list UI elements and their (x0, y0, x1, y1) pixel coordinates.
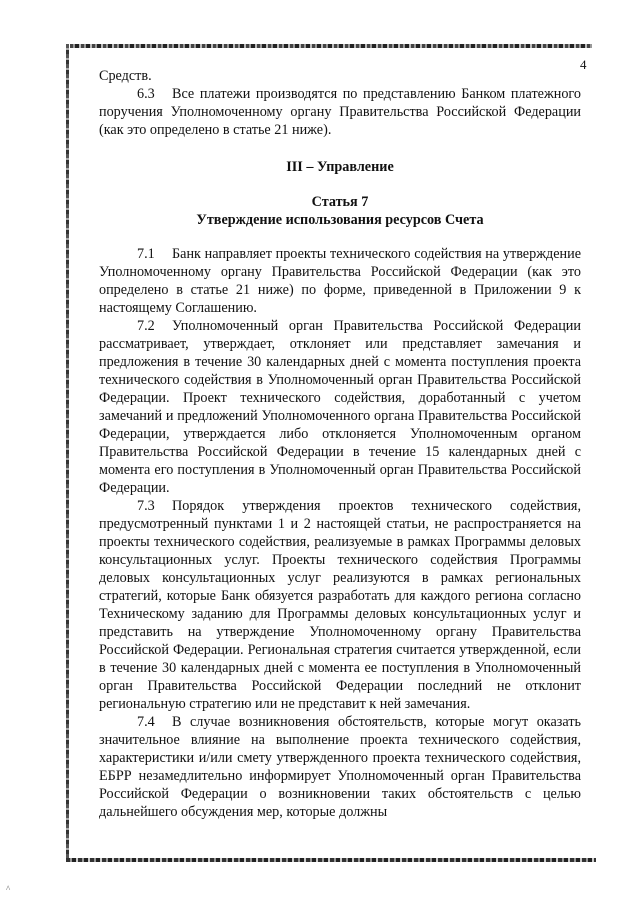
scan-border-left (66, 44, 69, 862)
paragraph-number: 6.3 (137, 86, 155, 102)
paragraph-text: Все платежи производятся по представлению Банком платежного поручения Уполномоченному органу Правительства Российской Федерации (как это определено в статье 21 ниже). (99, 86, 581, 138)
page-number: 4 (580, 57, 587, 72)
article-number: Статья 7 (311, 194, 369, 210)
paragraph-text: Банк направляет проекты технического содействия на утверждение Уполномоченному органу Правительства Российской Федерации (как это определено в статье 21 ниже) по форме, приведенной в Приложении 9 к настоящему Соглашению. (99, 246, 581, 316)
paragraph-number: 7.2 (137, 318, 155, 334)
paragraph-7-1 (99, 245, 581, 317)
paragraph-text: Уполномоченный орган Правительства Российской Федерации рассматривает, утверждает, отклоняет или представляет замечания и предложения в течение 30 календарных дней с момента поступления проекта технического содействия в Уполномоченный орган Правительства Российской Федерации. Проект технического содействия, доработанный с учетом замечаний и предложений Уполномоченного органа Правительства Российской Федерации, утверждается либо отклоняется Уполномоченным органом Правительства Российской Федерации в течение 15 календарных дней с момента его поступления в Уполномоченный орган Правительства Российской Федерации. (99, 318, 581, 496)
paragraph-number: 7.3 (137, 498, 155, 514)
section-title: III – Управление (286, 159, 394, 175)
scan-border-top (70, 44, 592, 48)
paragraph-number: 7.4 (137, 714, 155, 730)
paragraph-number: 7.1 (137, 246, 155, 262)
continuation-text: Средств. (99, 68, 152, 84)
article-title: Утверждение использования ресурсов Счета (196, 212, 484, 228)
paragraph-7-2 (99, 317, 581, 497)
document-body (99, 67, 581, 821)
scan-border-bottom (66, 858, 596, 862)
paragraph-6-3 (99, 85, 581, 139)
paragraph-text: В случае возникновения обстоятельств, которые могут оказать значительное влияние на выполнение проекта технического содействия, характеристики и/или смету утвержденного проекта технического содействия, ЕБРР незамедлительно информирует Уполномоченный орган Правительства Российской Федерации о возникновении таких обстоятельств с целью дальнейшего обсуждения мер, которые должны (99, 714, 581, 820)
paragraph-text: Порядок утверждения проектов технического содействия, предусмотренный пунктами 1 и 2 настоящей статьи, не распространяется на проекты технического содействия, реализуемые в рамках Программы деловых консультационных услуг. Проекты технического содействия Программы деловых консультационных услуг реализуются в рамках региональных стратегий, которые Банк обязуется разработать для каждого региона согласно Техническому заданию для Программы деловых консультационных услуг и представить на утверждение Уполномоченному органу Правительства Российской Федерации. Региональная стратегия считается утвержденной, если в течение 30 календарных дней с момента ее поступления в Уполномоченный орган Правительства Российской Федерации последний не отклонит региональную стратегию или не представит к ней замечания. (99, 498, 581, 712)
paragraph-7-4 (99, 713, 581, 821)
paragraph-7-3 (99, 497, 581, 713)
scan-mark: ^ (6, 884, 11, 894)
